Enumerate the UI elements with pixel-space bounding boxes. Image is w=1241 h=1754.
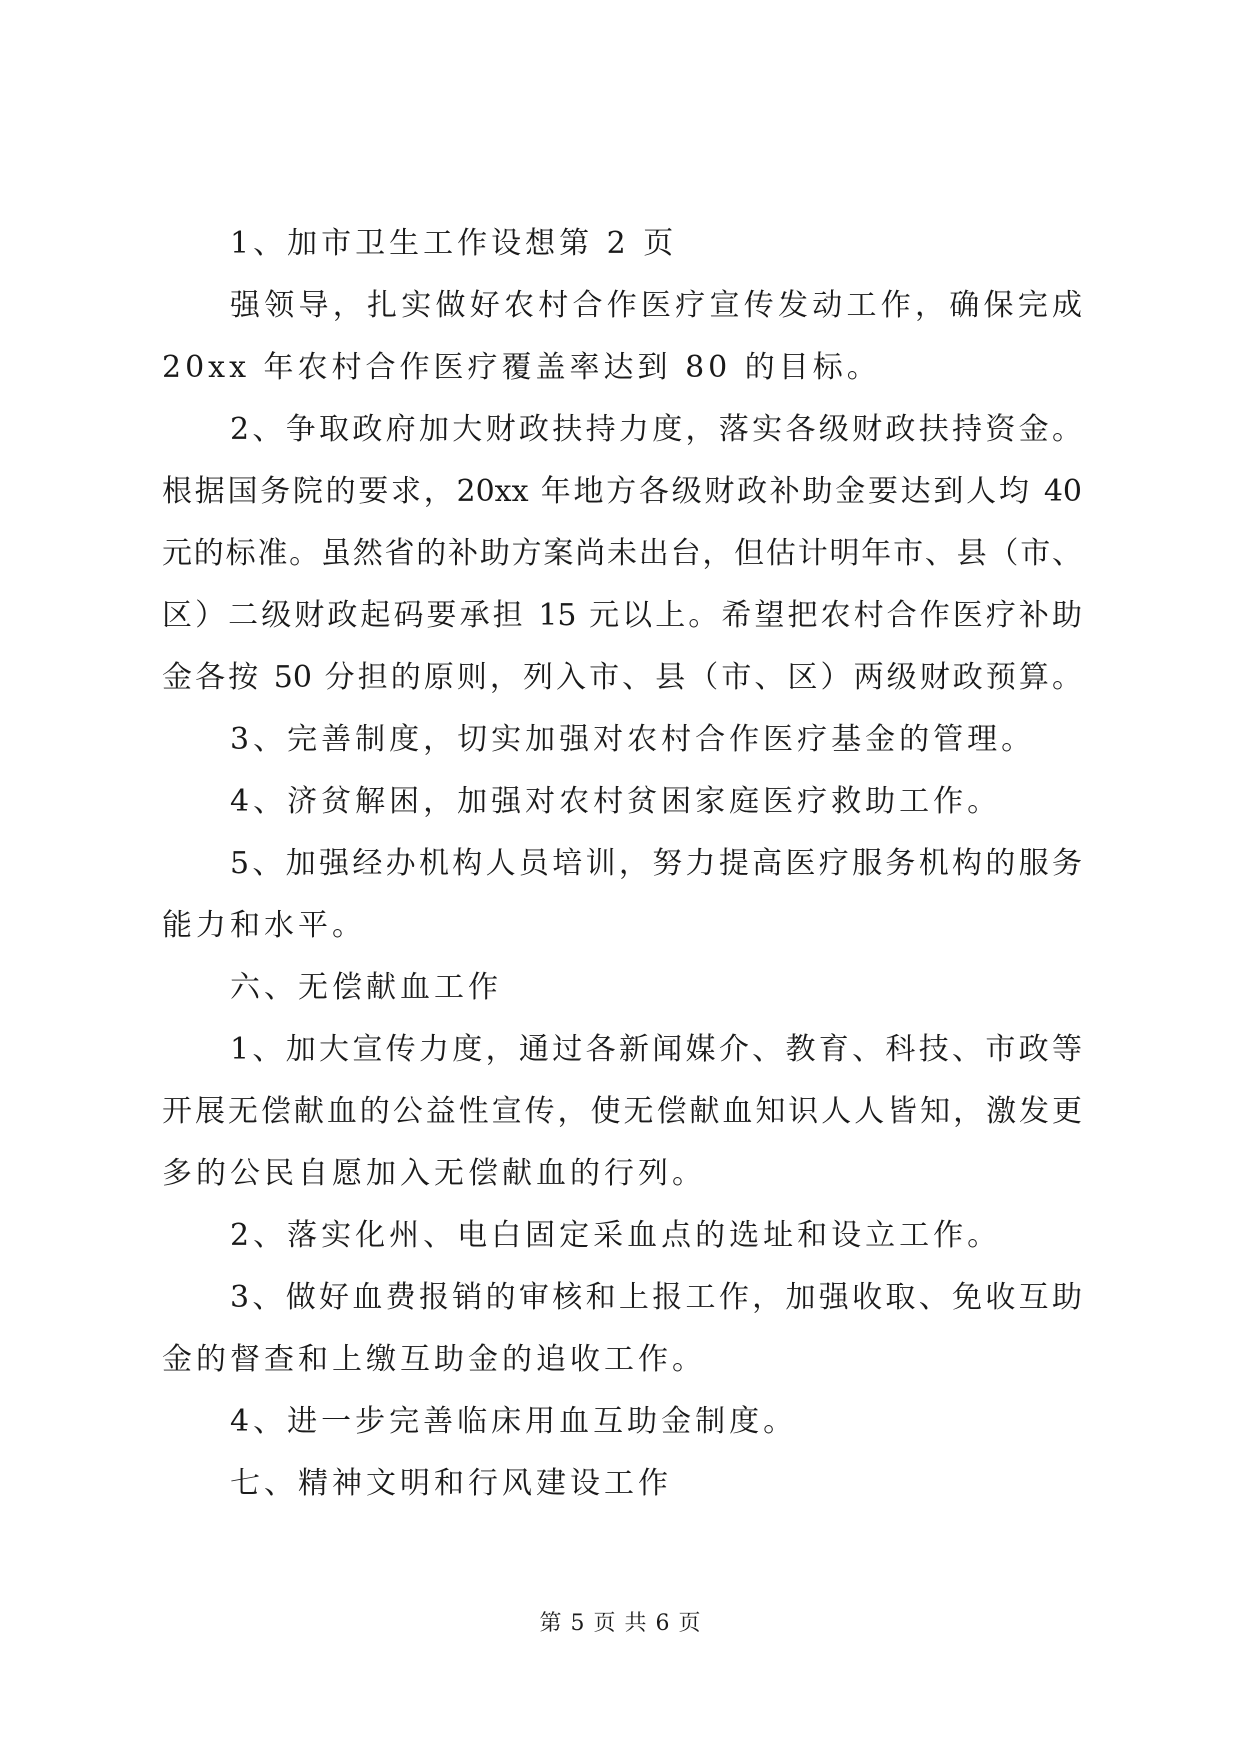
paragraph-line: 2、争取政府加大财政扶持力度，落实各级财政扶持资金。 <box>230 412 1082 447</box>
paragraph-line: 金的督查和上缴互助金的追收工作。 <box>162 1342 706 1377</box>
paragraph-line: 4、进一步完善临床用血互助金制度。 <box>230 1404 798 1439</box>
section-heading: 六、无偿献血工作 <box>230 970 502 1005</box>
paragraph-line: 1、加大宣传力度，通过各新闻媒介、教育、科技、市政等 <box>230 1032 1082 1067</box>
paragraph-line: 强领导，扎实做好农村合作医疗宣传发动工作，确保完成 <box>230 288 1082 323</box>
paragraph-line: 开展无偿献血的公益性宣传，使无偿献血知识人人皆知，激发更 <box>162 1094 1082 1129</box>
paragraph-line: 金各按 50 分担的原则，列入市、县（市、区）两级财政预算。 <box>162 660 1082 695</box>
paragraph-line: 5、加强经办机构人员培训，努力提高医疗服务机构的服务 <box>230 846 1082 881</box>
paragraph-line: 2、落实化州、电白固定采血点的选址和设立工作。 <box>230 1218 1002 1253</box>
paragraph-line: 能力和水平。 <box>162 908 366 943</box>
paragraph-line: 20xx 年农村合作医疗覆盖率达到 80 的目标。 <box>162 350 881 385</box>
page-footer: 第 5 页 共 6 页 <box>539 1611 702 1636</box>
paragraph-line: 3、完善制度，切实加强对农村合作医疗基金的管理。 <box>230 722 1036 757</box>
paragraph-line: 多的公民自愿加入无偿献血的行列。 <box>162 1156 706 1191</box>
paragraph-line: 元的标准。虽然省的补助方案尚未出台，但估计明年市、县（市、 <box>162 536 1082 571</box>
paragraph-line: 根据国务院的要求，20xx 年地方各级财政补助金要达到人均 40 <box>162 474 1082 509</box>
paragraph-line: 1、加市卫生工作设想第 2 页 <box>230 226 678 261</box>
paragraph-line: 4、济贫解困，加强对农村贫困家庭医疗救助工作。 <box>230 784 1002 819</box>
paragraph-line: 区）二级财政起码要承担 15 元以上。希望把农村合作医疗补助 <box>162 598 1082 633</box>
document-body <box>162 226 1082 1531</box>
section-heading: 七、精神文明和行风建设工作 <box>230 1466 672 1501</box>
paragraph-line: 3、做好血费报销的审核和上报工作，加强收取、免收互助 <box>230 1280 1082 1315</box>
